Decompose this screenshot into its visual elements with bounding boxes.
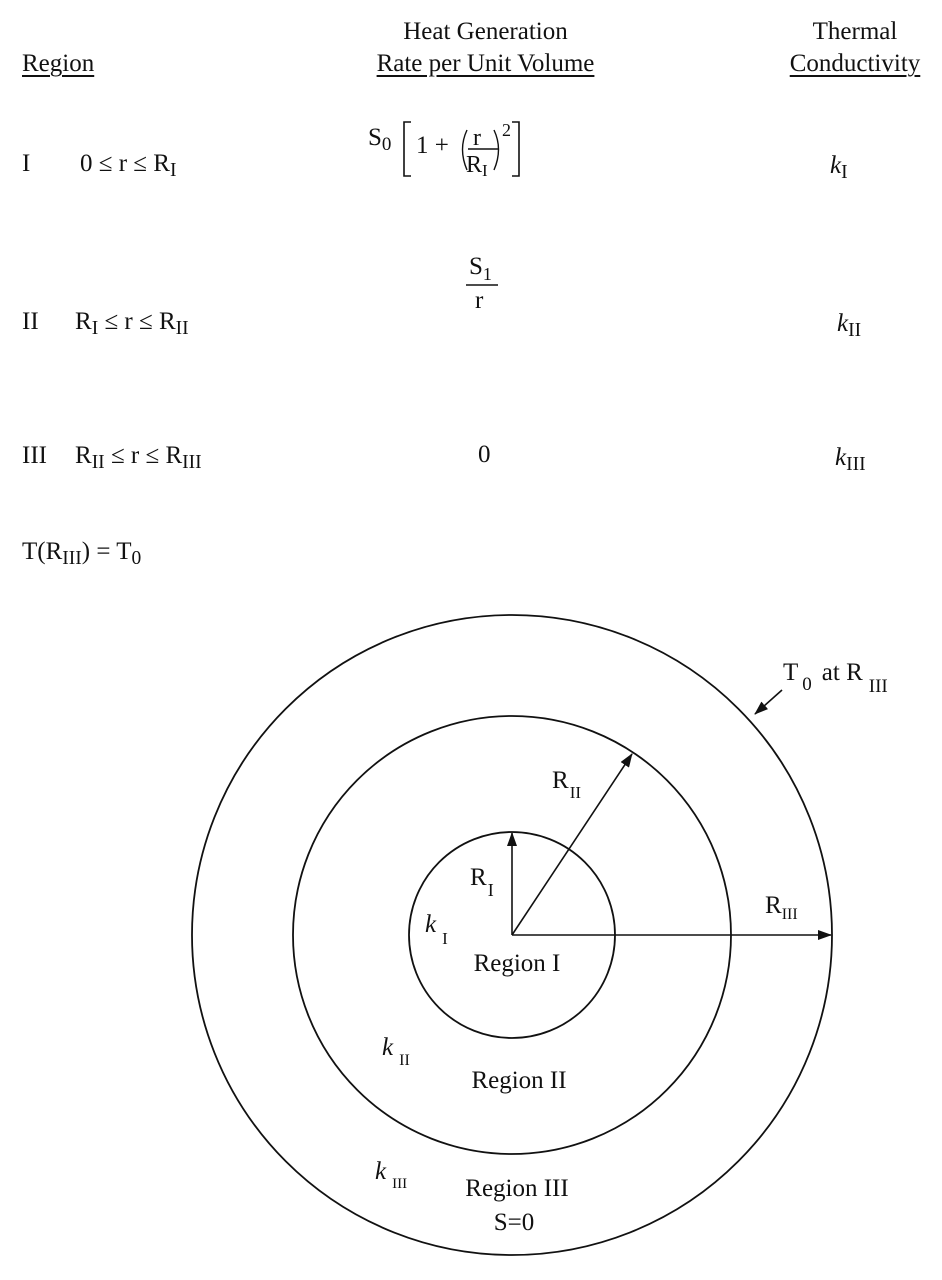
label-RII: $R_{II}$ [552, 767, 582, 802]
header-thermal-line2: Conductivity [789, 50, 921, 77]
right-paren [494, 130, 499, 170]
formula-r: r [473, 125, 481, 151]
formula-region-2 [466, 253, 498, 314]
row-3-range: $R_{II} \le r \le R_{III}$ [75, 442, 202, 473]
formula-region-3: 0 [478, 441, 491, 468]
header-heat-line1: Heat Generation [403, 18, 568, 45]
diagram-kII: k $_{II}$ [382, 1034, 410, 1069]
formula-s1-denominator: r [475, 287, 484, 314]
header-heat-line2: Rate per Unit Volume [376, 50, 595, 77]
region-1-label: Region I [473, 950, 561, 977]
formula-exponent: 2 [502, 120, 511, 140]
region-2-label: Region II [471, 1067, 567, 1094]
diagram-kIII: k $_{III}$ [375, 1158, 408, 1192]
row-2-conductivity: $k_{II}$ [837, 310, 862, 341]
formula-s0: $S_0$ [368, 124, 392, 155]
region-3-source-label: S=0 [493, 1209, 535, 1236]
label-RI: $R_I$ [470, 864, 494, 900]
radius-arrow-RII [512, 754, 632, 935]
right-bracket [512, 122, 519, 176]
region-3-label: Region III [465, 1175, 569, 1202]
header-thermal-line1: Thermal [812, 18, 898, 45]
boundary-condition: $T(R_{III}) = T_0$ [22, 538, 142, 569]
row-1-range: $0 \le r \le R_I$ [80, 150, 177, 181]
row-1-numeral: I [22, 150, 31, 177]
diagram-kI: $k_I$ [425, 911, 448, 948]
row-3-numeral: III [22, 442, 47, 469]
formula-s1: $S_1$ [469, 253, 492, 284]
row-2-range: $R_I \le r \le R_{II}$ [75, 308, 189, 339]
formula-one-plus: 1 + [416, 132, 449, 159]
boundary-arrow [755, 690, 782, 714]
header-region-label: Region [22, 50, 95, 77]
left-bracket [404, 122, 411, 176]
formula-R: RI [466, 152, 488, 180]
boundary-label: T $_0$ at $R_{III}$ [783, 659, 888, 697]
formula-region-1 [368, 120, 519, 180]
row-3-conductivity: $k_{III}$ [835, 444, 866, 475]
row-1-conductivity: $k_I$ [830, 152, 848, 183]
row-2-numeral: II [22, 308, 39, 335]
label-RIII: $R_{III}$ [765, 892, 798, 923]
